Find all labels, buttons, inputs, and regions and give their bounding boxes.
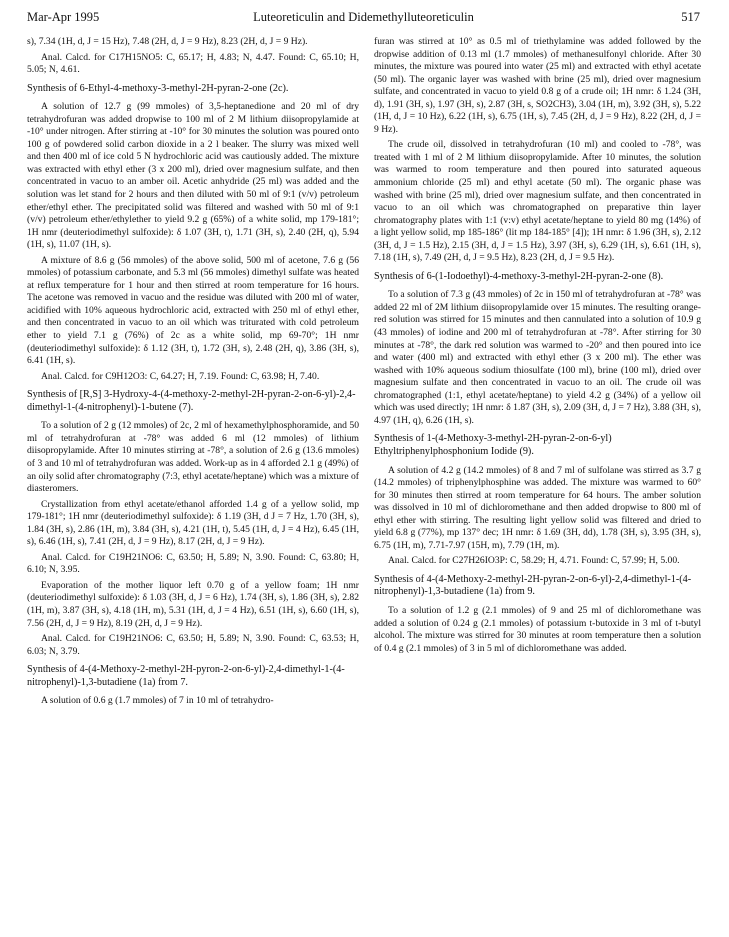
- body-paragraph: To a solution of 2 g (12 mmoles) of 2c, 2 ml of hexamethylphosphoramide, and 50 ml of tetrahydrofuran at -78° was added 6 ml (12 mmoles) of lithium diisopropylamide. After 10 minutes stirring at -78°, a solution of 2.6 g (13.6 mmoles) of 3 and 10 ml of tetrahydrofuran was added. Work-up as in 4 afforded 2.1 g (49%) of an oily solid after chromatography (7:3, ethyl acetate/heptane) which was a mixture of diasteromers.: [27, 420, 359, 495]
- page-number: 517: [681, 10, 700, 24]
- body-paragraph: Anal. Calcd. for C19H21NO6: C, 63.50; H, 5.89; N, 3.90. Found: C, 63.53; H, 6.03; N, 3.79.: [27, 633, 359, 657]
- section-heading: Synthesis of 6-Ethyl-4-methoxy-3-methyl-2H-pyran-2-one (2c).: [27, 82, 289, 94]
- section-heading: Synthesis of 4-(4-Methoxy-2-methyl-2H-pyran-2-on-6-yl)-2,4-dimethyl-1-(4-nitrophenyl)-1,3-butadiene (1a) from 9.: [374, 573, 692, 598]
- section-heading: Synthesis of [R,S] 3-Hydroxy-4-(4-methoxy-2-methyl-2H-pyran-2-on-6-yl)-2,4-dimethyl-1-(4-nitrophenyl)-1-butene (7).: [27, 389, 356, 413]
- section-heading: Synthesis of 1-(4-Methoxy-3-methyl-2H-pyran-2-on-6-yl) Ethyltriphenylphosphonium Iodide (9).: [374, 433, 612, 457]
- body-paragraph: Anal. Calcd. for C27H26IO3P: C, 58.29; H, 4.71. Found: C, 57.99; H, 5.00.: [388, 555, 680, 567]
- body-paragraph: Anal. Calcd. for C9H12O3: C, 64.27; H, 7.19. Found: C, 63.98; H, 7.40.: [41, 370, 320, 382]
- body-paragraph: A solution of 4.2 g (14.2 mmoles) of 8 and 7 ml of sulfolane was stirred as 3.7 g (14.2 mmoles) of triphenylphosphine was added. The mixture was warmed to 60° for 30 minutes then stirred at room temperature for 64 hours. The amber solution was dissolved in 10 ml of dichloromethane and then added dropwise to 800 ml of ethyl ether with stirring. The resulting light yellow solid was filtered and dried to yield 6.8 g (77%), mp 137° dec; 1H nmr: δ 1.69 (3H, dd), 1.78 (3H, s), 3.95 (3H, s), 6.75 (1H, m), 7.71-7.97 (15H, m), 7.79 (1H, m).: [374, 464, 701, 551]
- body-paragraph: Evaporation of the mother liquor left 0.70 g of a yellow foam; 1H nmr (deuteriodimethyl sulfoxide): δ 1.03 (3H, d, J = 6 Hz), 1.74 (3H, s), 1.86 (3H, s), 2.82 (1H, m), 3.87 (3H, s), 4.18 (1H, m), 5.31 (1H, d, J = 4 Hz), 6.51 (1H, s), 6.60 (1H, s), 7.56 (2H, d, J = 9 Hz), 8.19 (2H, d, J = 9 Hz).: [27, 579, 359, 629]
- body-paragraph: Crystallization from ethyl acetate/ethanol afforded 1.4 g of a yellow solid, mp 179-181°; 1H nmr (deuteriodimethyl sulfoxide): δ 1.19 (3H, d J = 7 Hz, 1.70 (3H, s), 1.84 (3H, s), 2.86 (1H, m), 3.84 (3H, s), 4.21 (1H, t), 5.45 (1H, d, J = 4 Hz), 6.45 (1H, s), 6.46 (1H, s), 7.41 (2H, d, J = 9 Hz), 8.17 (2H, d, J = 9 Hz).: [27, 498, 359, 548]
- body-paragraph: A solution of 12.7 g (99 mmoles) of 3,5-heptanedione and 20 ml of dry tetrahydrofuran was added dropwise to 100 ml of 2 M lithium diisopropylamide at -10° under nitrogen. After stirring at -10° for 30 minutes the solution was poured onto 100 g of powdered solid carbon dioxide in a 2 l beaker. The slurry was mixed well and then 400 ml of ice cold 5 N hydrochloric acid was cautiously added. The mixture was extracted with ethyl ether (3 x 200 ml), dried over magnesium sulfate, and then concentrated in vacuo to an amber oil. Acetic anhydride (25 ml) was added and the solution was let stand for 2 hours and then diluted with 50 ml of 9:1 (v/v) petroleum ether/ethyl ether. The precipitated solid was filtered and washed with 50 ml of 9:1 (v/v) petroleum ether/ethylether to yield 9.2 g (65%) of a white solid, mp 179-181°; 1H nmr (deuteriodimethyl sulfoxide): δ 1.07 (3H, t), 1.71 (3H, s), 2.40 (2H, q), 5.94 (1H, s), 11.07 (1H, s).: [27, 101, 359, 251]
- issue-date: Mar-Apr 1995: [27, 10, 100, 24]
- section-heading: Synthesis of 6-(1-Iodoethyl)-4-methoxy-3-methyl-2H-pyran-2-one (8).: [374, 270, 664, 282]
- body-paragraph: To a solution of 7.3 g (43 mmoles) of 2c in 150 ml of tetrahydrofuran at -78° was added 22 ml of 2M lithium diisopropylamide over 15 minutes. The resulting orange-red solution was stirred for 15 minutes and then cannulated into a solution of 10.9 g (43 mmoles) of iodine and 200 ml of tetrahydrofuran at -78°. After stirring for 30 minutes at -78°, the dark red solution was warmed to -20° and then poured into ice and water (400 ml) and extracted with ethyl ether (3 x 200 ml). The ether was washed with 10% aqueous sodium thiosulfate (100 ml), brine (100 ml), dried over magnesium sulfate and then concentrated in vacuo to an oil. The crude oil was chromatographed (1:1, ethyl acetate/heptane) to yield 4.2 g (34%) of a yellow oil which was used directly; 1H nmr: δ 1.87 (3H, s), 2.09 (3H, d, J = 7 Hz), 3.88 (3H, s), 4.97 (1H, q), 6.26 (1H, s).: [374, 289, 701, 426]
- body-paragraph: To a solution of 1.2 g (2.1 mmoles) of 9 and 25 ml of dichloromethane was added a solution of 0.24 g (2.1 mmoles) of potassium t-butoxide in 3 ml of t-butyl alcohol. The mixture was stirred for 30 minutes at room temperature then a solution of 0.4 g (2.1 mmoles) of 3 in 5 ml of dichloromethane was added.: [374, 604, 701, 654]
- running-title: Luteoreticulin and Didemethylluteoreticulin: [253, 10, 474, 24]
- right-column: [374, 36, 701, 931]
- body-paragraph: furan was stirred at 10° as 0.5 ml of triethylamine was added followed by the dropwise addition of 0.13 ml (1.7 mmoles) of methanesulfonyl chloride. After 30 minutes, the mixture was poured into water (25 ml) and extracted with ethyl acetate (50 ml). The organic layer was washed with brine (25 ml), dried over magnesium sulfate, and concentrated in vacuo to yield 0.8 g of a crude oil; 1H nmr: δ 1.24 (3H, d), 1.91 (3H, s), 1.97 (3H, s), 2.87 (3H, s, SO2CH3), 3.04 (1H, m), 3.92 (3H, s), 5.22 (1H, d, J = 10 Hz), 6.22 (1H, s), 6.75 (1H, s), 7.45 (2H, d, J = 9 Hz), 8.22 (2H, d, J = 9 Hz).: [374, 36, 701, 135]
- section-heading: Synthesis of 4-(4-Methoxy-2-methyl-2H-pyron-2-on-6-yl)-2,4-dimethyl-1-(4-nitrophenyl)-1,3-butadiene (1a) from 7.: [27, 664, 345, 688]
- body-paragraph: The crude oil, dissolved in tetrahydrofuran (10 ml) and cooled to -78°, was treated with 1 ml of 2 M lithium diisopropylamide. After 10 minutes, the solution was warmed to room temperature and then poured into saturated aqueous ammonium chloride (25 ml) and ethyl acetate (50 ml). The organic phase was washed with brine (25 ml), dried over magnesium sulfate, and then concentrated in vacuo to an oil which was chromatographed on preparative thin layer chromatography plates with 1:1 (v:v) ethyl acetate/heptane to yield 80 mg (14%) of a light yellow solid, mp 185-186° (lit mp 184-185° [4]); 1H nmr: δ 1.96 (3H, s), 2.12 (3H, d, J = 1.5 Hz), 2.15 (3H, d, J = 1.5 Hz), 3.97 (3H, s), 6.29 (1H, s), 6.61 (1H, s), 7.18 (1H, s), 7.49 (2H, d, J = 9.5 Hz), 8.23 (2H, d, J = 9.5 Hz).: [374, 139, 701, 264]
- left-column: [27, 36, 359, 931]
- body-paragraph: Anal. Calcd. for C19H21NO6: C, 63.50; H, 5.89; N, 3.90. Found: C, 63.80; H, 6.10; N, 3.95.: [27, 551, 359, 576]
- body-paragraph: A mixture of 8.6 g (56 mmoles) of the above solid, 500 ml of acetone, 7.6 g (56 mmoles) of potassium carbonate, and 5.3 ml (56 mmoles) dimethyl sulfate was heated at reflux temperature for 1 hour and then stirred at room temperature for 16 hours. The acetone was removed in vacuo and the residue was diluted with 200 ml of water, acidified with 10% aqueous hydrochloric acid, extracted with 250 ml of ethyl ether, and then concentrated in vacuo to an oil which was triturated with cold petroleum ether to yield 7.1 g (76%) of 2c as a white solid, mp 69-70°; 1H nmr (deuteriodimethyl sulfoxide): δ 1.12 (3H, t), 1.72 (3H, s), 2.48 (2H, q), 3.86 (3H, s), 6.41 (1H, s).: [27, 254, 359, 367]
- body-paragraph: s), 7.34 (1H, d, J = 15 Hz), 7.48 (2H, d, J = 9 Hz), 8.23 (2H, d, J = 9 Hz).: [27, 36, 308, 47]
- body-paragraph: A solution of 0.6 g (1.7 mmoles) of 7 in 10 ml of tetrahydro-: [41, 695, 274, 707]
- running-header: [27, 10, 700, 28]
- body-paragraph: Anal. Calcd. for C17H15NO5: C, 65.17; H, 4.83; N, 4.47. Found: C, 65.10; H, 5.05; N, 4.61.: [27, 51, 359, 76]
